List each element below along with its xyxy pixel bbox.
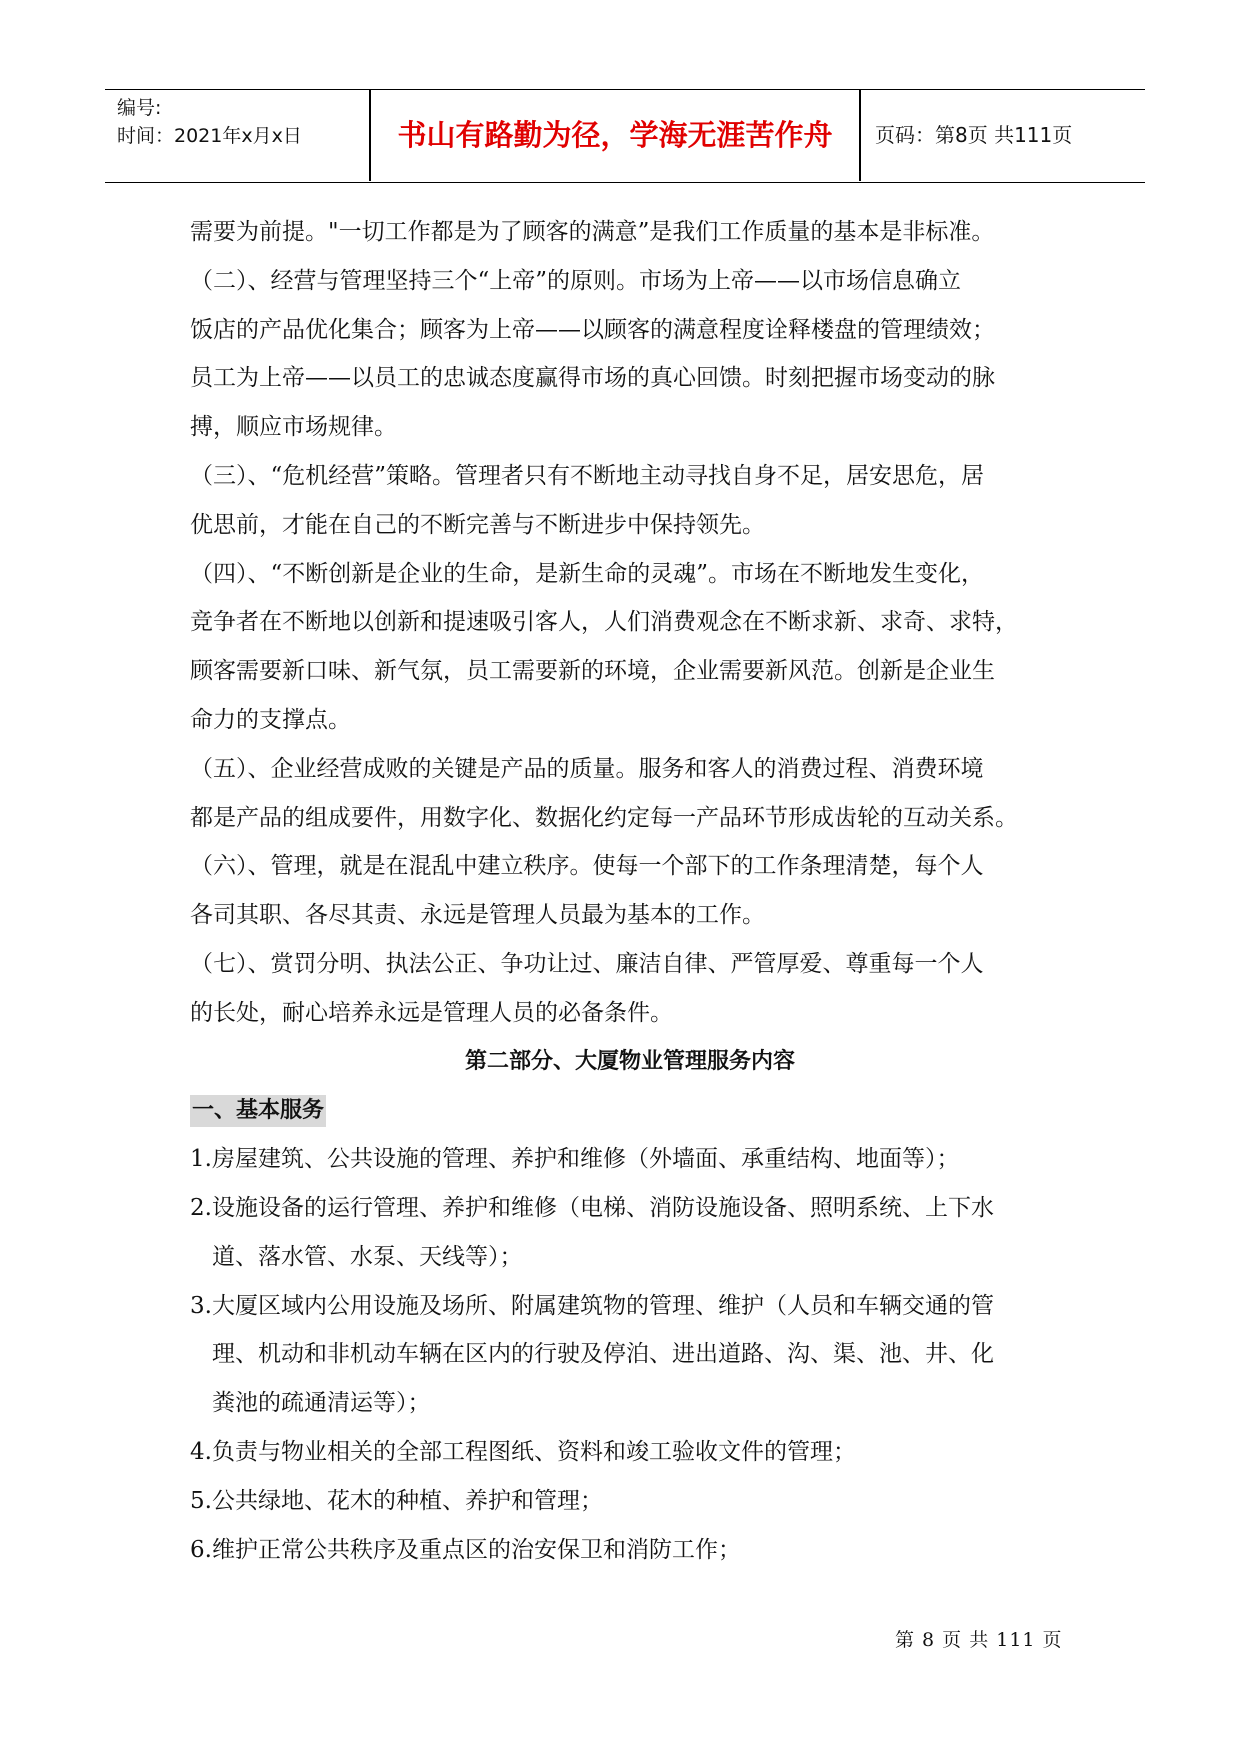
paragraph-line: 饭店的产品优化集合；顾客为上帝——以顾客的满意程度诠释楼盘的管理绩效； bbox=[190, 316, 995, 343]
header-divider bbox=[859, 90, 861, 181]
paragraph-line: （七）、赏罚分明、执法公正、争功让过、廉洁自律、严管厚爱、尊重每一个人 bbox=[190, 950, 984, 977]
paragraph-line: （四）、“不断创新是企业的生命，是新生命的灵魂”。市场在不断地发生变化， bbox=[190, 560, 985, 587]
page-header bbox=[105, 89, 1145, 183]
paragraph-line: 命力的支撑点。 bbox=[190, 706, 351, 733]
header-page-number: 页码：第8页 共111页 bbox=[875, 123, 1073, 147]
header-motto: 书山有路勤为径，学海无涯苦作舟 bbox=[397, 118, 833, 152]
paragraph-line: （六）、管理，就是在混乱中建立秩序。使每一个部下的工作条理清楚，每个人 bbox=[190, 853, 984, 880]
document-time-label: 时间：2021年x月x日 bbox=[117, 125, 302, 147]
list-item: 5.公共绿地、花木的种植、养护和管理； bbox=[190, 1487, 603, 1514]
list-item: 3.大厦区域内公用设施及场所、附属建筑物的管理、维护（人员和车辆交通的管 bbox=[190, 1292, 994, 1319]
paragraph-line: 竞争者在不断地以创新和提速吸引客人，人们消费观念在不断求新、求奇、求特， bbox=[190, 609, 1018, 636]
list-item: 6.维护正常公共秩序及重点区的治安保卫和消防工作； bbox=[190, 1536, 741, 1563]
paragraph-line: 顾客需要新口味、新气氛，员工需要新的环境，企业需要新风范。创新是企业生 bbox=[190, 658, 995, 685]
list-item: 1.房屋建筑、公共设施的管理、养护和维修（外墙面、承重结构、地面等）； bbox=[190, 1146, 960, 1173]
page-footer: 第 8 页 共 111 页 bbox=[895, 1629, 1063, 1651]
paragraph-line: 的长处，耐心培养永远是管理人员的必备条件。 bbox=[190, 999, 673, 1026]
list-item-continuation: 粪池的疏通清运等）； bbox=[212, 1390, 431, 1417]
list-item: 4.负责与物业相关的全部工程图纸、资料和竣工验收文件的管理； bbox=[190, 1438, 856, 1465]
list-item: 2.设施设备的运行管理、养护和维修（电梯、消防设施设备、照明系统、上下水 bbox=[190, 1194, 994, 1221]
document-body bbox=[190, 208, 1070, 1574]
paragraph-line: （二）、经营与管理坚持三个“上帝”的原则。市场为上帝——以市场信息确立 bbox=[190, 267, 962, 294]
document-number-label: 编号: bbox=[117, 97, 162, 119]
header-meta bbox=[117, 94, 367, 150]
list-item-continuation: 道、落水管、水泵、天线等）； bbox=[212, 1243, 523, 1270]
paragraph-line: 搏，顺应市场规律。 bbox=[190, 414, 397, 441]
part-heading: 第二部分、大厦物业管理服务内容 bbox=[464, 1048, 795, 1074]
paragraph-line: 需要为前提。"一切工作都是为了顾客的满意”是我们工作质量的基本是非标准。 bbox=[190, 219, 995, 245]
list-item-continuation: 理、机动和非机动车辆在区内的行驶及停泊、进出道路、沟、渠、池、井、化 bbox=[212, 1341, 994, 1368]
paragraph-line: 各司其职、各尽其责、永远是管理人员最为基本的工作。 bbox=[190, 902, 765, 929]
paragraph-line: （三）、“危机经营”策略。管理者只有不断地主动寻找自身不足，居安思危，居 bbox=[190, 462, 985, 489]
section-heading-row bbox=[190, 1086, 1070, 1135]
paragraph-line: （五）、企业经营成败的关键是产品的质量。服务和客人的消费过程、消费环境 bbox=[190, 755, 984, 782]
paragraph-line: 优思前，才能在自己的不断完善与不断进步中保持领先。 bbox=[190, 511, 765, 538]
section-heading: 一、基本服务 bbox=[190, 1095, 326, 1127]
paragraph-line: 都是产品的组成要件，用数字化、数据化约定每一产品环节形成齿轮的互动关系。 bbox=[190, 804, 1018, 831]
paragraph-line: 员工为上帝——以员工的忠诚态度赢得市场的真心回馈。时刻把握市场变动的脉 bbox=[190, 365, 995, 392]
